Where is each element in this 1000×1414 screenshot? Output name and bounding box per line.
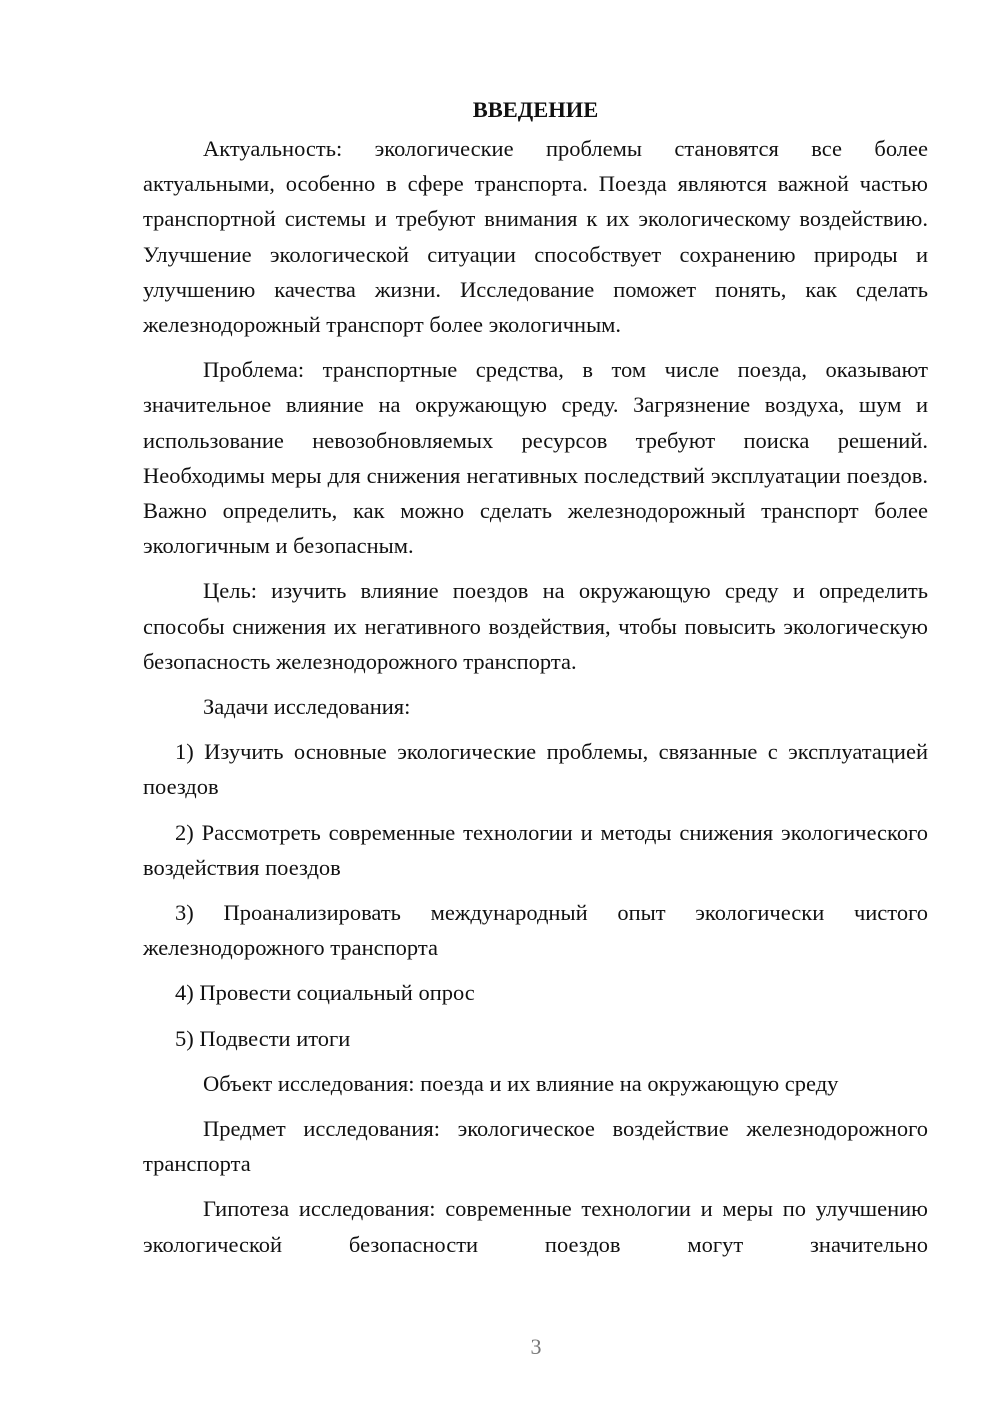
task-item-3: 3) Проанализировать международный опыт экологически чистого железнодорожного транспорта	[143, 900, 928, 961]
paragraph-problem: Проблема: транспортные средства, в том числе поезда, оказывают значительное влияние на окружающую среду. Загрязнение воздуха, шум и использование невозобновляемых ресурсов требуют поиска решений. Необходимы меры для снижения негативных последствий эксплуатации поездов. Важно определить, как можно сделать железнодорожный транспорт более экологичным и безопасным.	[143, 357, 928, 559]
task-item-5: 5) Подвести итоги	[175, 1025, 351, 1051]
paragraph-goal: Цель: изучить влияние поездов на окружающую среду и определить способы снижения их негативного воздействия, чтобы повысить экологическую безопасность железнодорожного транспорта.	[143, 578, 928, 674]
paragraph-relevance: Актуальность: экологические проблемы становятся все более актуальными, особенно в сфере транспорта. Поезда являются важной частью транспортной системы и требуют внимания к их экологическому воздействию. Улучшение экологической ситуации способствует сохранению природы и улучшению качества жизни. Исследование поможет понять, как сделать железнодорожный транспорт более экологичным.	[143, 136, 928, 338]
task-item-4: 4) Провести социальный опрос	[175, 980, 475, 1006]
task-item-1: 1) Изучить основные экологические проблемы, связанные с эксплуатацией поездов	[143, 739, 928, 800]
paragraph-hypothesis: Гипотеза исследования: современные технологии и меры по улучшению экологической безопасности поездов могут значительно	[143, 1196, 928, 1257]
document-page	[143, 92, 928, 1272]
tasks-title: Задачи исследования:	[203, 694, 411, 720]
paragraph-subject: Предмет исследования: экологическое воздействие железнодорожного транспорта	[143, 1116, 928, 1177]
page-number: 3	[530, 1334, 542, 1359]
page-title: ВВЕДЕНИЕ	[472, 97, 599, 122]
task-item-2: 2) Рассмотреть современные технологии и методы снижения экологического воздействия поездов	[143, 819, 928, 880]
paragraph-object: Объект исследования: поезда и их влияние на окружающую среду	[203, 1070, 839, 1096]
